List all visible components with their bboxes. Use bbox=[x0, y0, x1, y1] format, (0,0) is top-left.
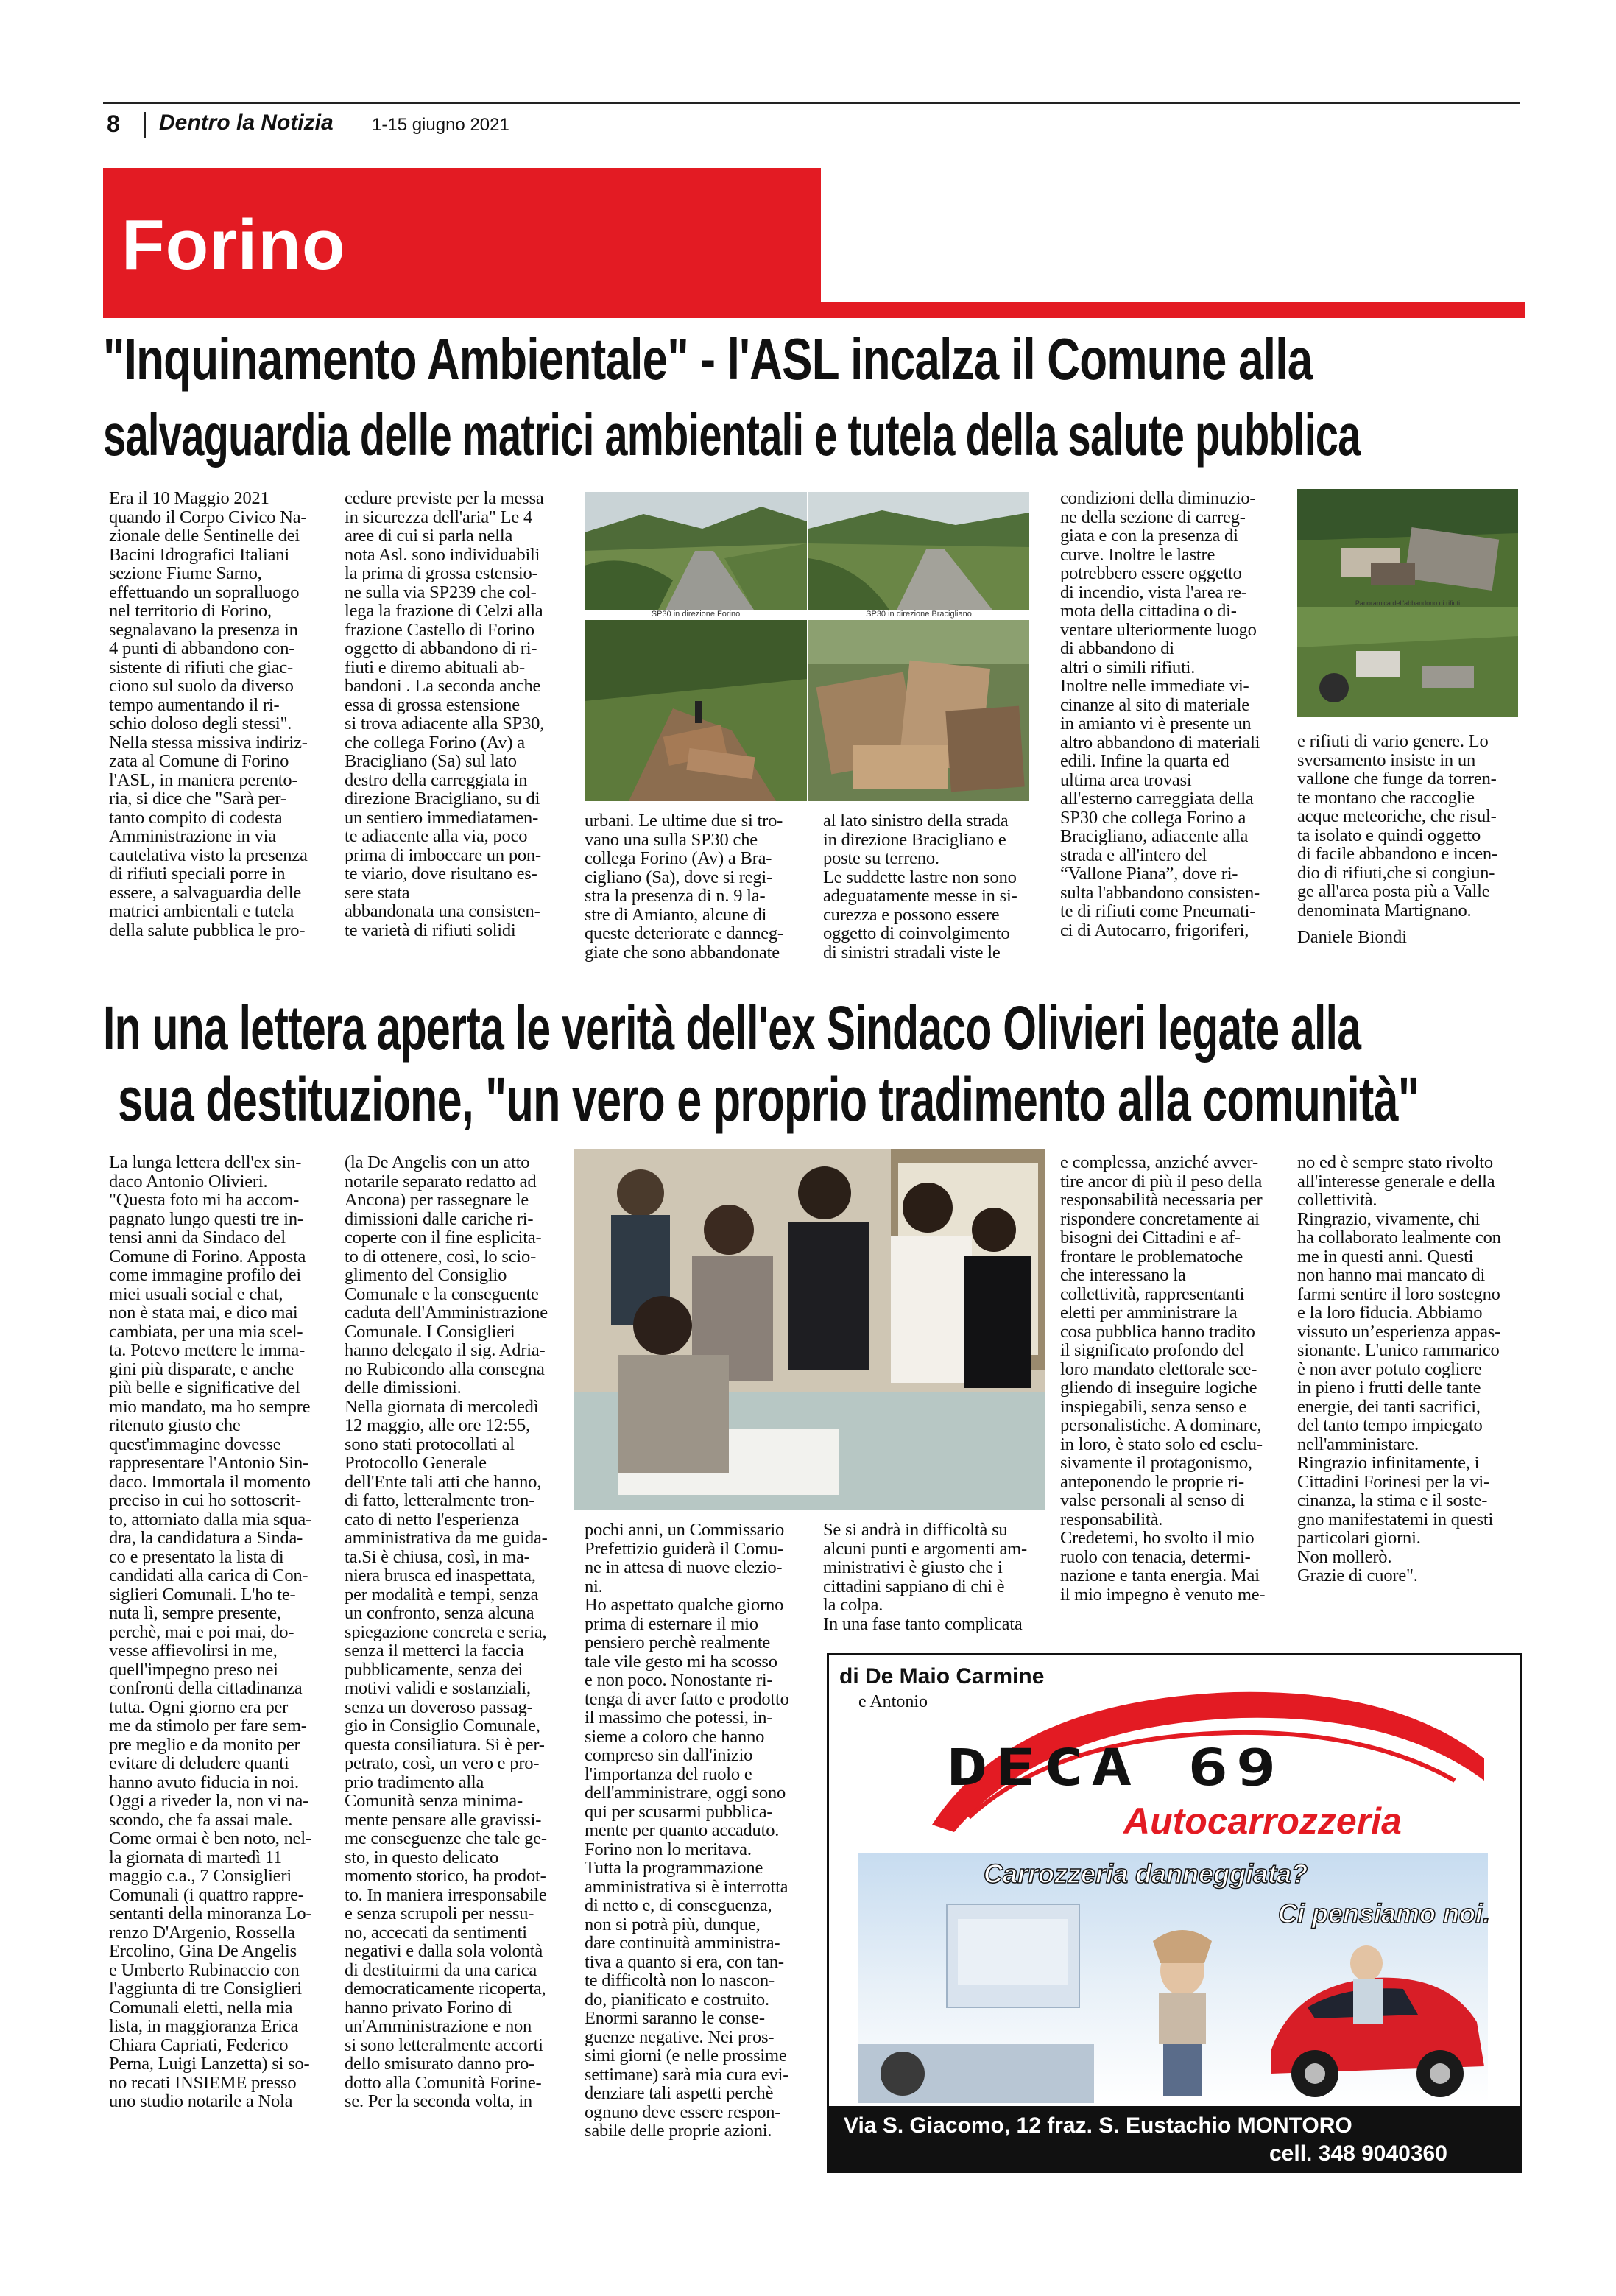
article2-column-2: (la De Angelis con un atto notarile separato redatto ad Ancona) per rassegnare le dimissioni dalle cariche ri- coperte con il fine esplicita- to di ottenere, così, lo scio- glimento del Consiglio Comunale e la conseguente caduta dell'Amministrazione Comunale. I Consiglieri hanno delegato il sig. Adria- no Rubicondo alla consegna delle dimissioni. Nella giornata di mercoledì 12 maggio, alle ore 12:55, sono stati protocollati al Protocollo Generale dell'Ente tali atti che hanno, di fatto, letteralmente tron- cato di netto l'esperienza amministrativa da me guida- ta.Si è chiusa, così, in ma- niera brusca ed inaspettata, per modalità e tempi, senza un confronto, senza alcuna spiegazione concreta e seria, senza il metterci la faccia pubblicamente, senza dei motivi validi e sostanziali, senza un doveroso passag- gio in Consiglio Comunale, questa consiliatura. Si è per- petrato, così, un vero e pro- prio tradimento alla Comunità senza minima- mente pensare alle gravissi- me conseguenze che tale ge- sto, in questo delicato momento storico, ha prodot- to. In maniera irresponsabile e senza scrupoli per nessu- no, accecati da sentimenti negativi e dalla sola volontà di destituirmi da una carica democraticamente ricoperta, hanno privato Forino di un'Amministrazione e non si sono letteralmente accorti dello smisurato danno pro- dotto alla Comunità Forine- se. Per la seconda volta, in bbox=[345, 1153, 548, 2111]
article2-column-1: La lunga lettera dell'ex sin- daco Antonio Olivieri. "Questa foto mi ha accom- pagnato lungo questi tre in- tensi anni da Sindaco del Comune di Forino. Apposta come immagine profilo dei miei usuali social e chat, non è stata mai, e dico mai cambiata, per una mia scel- ta. Potevo mettere le imma- gini più disparate, e anche più belle e significative del mio mandato, ma ho sempre ritenuto giusto che quest'immagine dovesse rappresentare l'Antonio Sin- daco. Immortala il momento preciso in cui ho sottoscrit- to, attorniato dalla mia squa- dra, la candidatura a Sinda- co e presentato la lista di candidati alla carica di Con- siglieri Comunali. L'ho te- nuta lì, sempre presente, perchè, mai e poi mai, do- vesse affievolirsi in me, quell'impegno preso nei confronti della cittadinanza tutta. Ogni giorno era per me da stimolo per fare sem- pre meglio e da monito per evitare di deludere quanti hanno avuto fiducia in noi. Oggi a riveder la, non vi na- scondo, che fa assai male. Come ormai è ben noto, nel- la giornata di martedì 11 maggio c.a., 7 Consiglieri Comunali (i quattro rappre- sentanti della minoranza Lo- renzo D'Argenio, Rossella Ercolino, Gina De Angelis e Umberto Rubinaccio con l'aggiunta di tre Consiglieri Comunali eletti, nella mia lista, in maggioranza Erica Chiara Capriati, Federico Perna, Luigi Lanzetta) si so- no recati INSIEME presso uno studio notarile a Nola bbox=[109, 1153, 312, 2111]
ad-question: Carrozzeria danneggiata? bbox=[984, 1859, 1308, 1889]
section-title: Forino bbox=[121, 205, 346, 284]
article1-column-1: Era il 10 Maggio 2021 quando il Corpo Civico Na- zionale delle Sentinelle dei Bacini Idrografici Italiani sezione Fiume Sarno, effettuando un sopralluogo nel territorio di Forino, segnalavano la presenza in 4 punti di abbandono con- sistente di rifiuti che giac- ciono sul suolo da diverso tempo aumentando il ri- schio doloso degli stessi". Nella stessa missiva indiriz- zata al Comune di Forino l'ASL, in maniera perento- ria, si dice che "Sarà per- tanto compito di codesta Amministrazione in via cautelativa visto la presenza di rifiuti speciali porre in essere, a salvaguardia delle matrici ambientali e tutela della salute pubblica le pro- bbox=[109, 489, 308, 940]
article1-headline-line2: salvaguardia delle matrici ambientali e tutela della salute pubblica bbox=[103, 402, 1361, 468]
ad-brand-logo: DECA 69 bbox=[947, 1738, 1284, 1797]
advertisement bbox=[827, 1653, 1522, 2173]
article1-column-3: urbani. Le ultime due si tro- vano una sulla SP30 che collega Forino (Av) a Bra- cigliano (Sa), dove si regi- stra la presenza di n. 9 la- stre di Amianto, alcune di queste deteriorate e danneg- giate che sono abbandonate bbox=[585, 811, 783, 962]
road-photo-forino bbox=[585, 492, 807, 610]
article2-headline-line2: sua destituzione, "un vero e proprio tradimento alla comunità" bbox=[118, 1065, 1419, 1134]
article1-headline-line1: "Inquinamento Ambientale" - l'ASL incalza il Comune alla bbox=[103, 326, 1313, 392]
caption-sp30-forino: SP30 in direzione Forino bbox=[585, 610, 807, 620]
caption-sp30-bracigliano: SP30 in direzione Bracigliano bbox=[808, 610, 1029, 620]
issue-date: 1-15 giugno 2021 bbox=[372, 115, 509, 135]
article1-column-4: al lato sinistro della strada in direzione Bracigliano e poste su terreno. Le suddette lastre non sono adeguatamente messe in si- curezza e possono essere oggetto di coinvolgimento di sinistri stradali viste le bbox=[823, 811, 1017, 962]
article2-column-6: no ed è sempre stato rivolto all'interesse generale e della collettività. Ringrazio, vivamente, chi ha collaborato lealmente con me in questi anni. Questi non hanno mai mancato di farmi sentire il loro sostegno e la loro fiducia. Abbiamo vissuto un’esperienza appas- sionante. L'unico rammarico è non aver potuto cogliere in pieno i frutti delle tante energie, dei tanti sacrifici, del tanto tempo impiegato nell'amministare. Ringrazio infinitamente, i Cittadini Forinesi per la vi- cinanza, la stima e il soste- gno manifestatemi in questi particolari giorni. Non mollerò. Grazie di cuore". bbox=[1297, 1153, 1501, 1585]
section-banner-rule bbox=[821, 302, 1525, 318]
road-photo-bracigliano bbox=[808, 492, 1029, 610]
header-separator bbox=[144, 112, 146, 138]
publication-name: Dentro la Notizia bbox=[159, 110, 334, 135]
article1-column-2: cedure previste per la messa in sicurezza dell'aria" Le 4 aree di cui si parla nella nota Asl. sono individuabili la prima di grossa estensio- ne sulla via SP239 che col- lega la frazione di Celzi alla frazione Castello di Forino oggetto di abbandono di ri- fiuti e diremo abituali ab- bandoni . La seconda anche essa di grossa estensione si trova adiacente alla SP30, che collega Forino (Av) a Bracigliano (Sa) sul lato destro della carreggiata in direzione Bracigliano, su di un sentiero immediatamen- te adiacente alla via, poco prima di imboccare un pon- te viario, dove risultano es- sere stata abbandonata una consisten- te varietà di rifiuti solidi bbox=[345, 489, 545, 940]
council-photo bbox=[574, 1149, 1045, 1510]
article2-column-4: Se si andrà in difficoltà su alcuni punti e argomenti am- ministrativi è giusto che i cittadini sappiano di chi è la colpa. In una fase tanto complicata bbox=[823, 1521, 1027, 1634]
article2-headline-line1: In una lettera aperta le verità dell'ex Sindaco Olivieri legate alla bbox=[103, 993, 1361, 1063]
waste-photo-panels bbox=[808, 620, 1029, 801]
ad-owner: di De Maio Carmine bbox=[839, 1664, 1045, 1688]
ad-owner-secondary: e Antonio bbox=[858, 1692, 928, 1711]
article1-column-5: condizioni della diminuzio- ne della sezione di carreg- giata e con la presenza di curve. Inoltre le lastre potrebbero essere oggetto di incendio, vista l'area re- mota della cittadina o di- ventare ulteriormente luogo di abbandono di altri o simili rifiuti. Inoltre nelle immediate vi- cinanze al sito di materiale in amianto vi è presente un altro abbandono di materiali edili. Infine la quarta ed ultima area trovasi all'esterno carreggiata della SP30 che collega Forino a Bracigliano, adiacente alla strada e all'intero del “Vallone Piana”, dove ri- sulta l'abbandono consisten- te di rifiuti come Pneumati- ci di Autocarro, frigoriferi, bbox=[1060, 489, 1260, 940]
header-rule bbox=[103, 102, 1520, 104]
article2-column-5: e complessa, anziché avver- tire ancor di più il peso della responsabilità necessaria per rispondere concretamente ai bisogni dei Cittadini e af- frontare le problematoche che interessano la collettività, rappresentanti eletti per amministrare la cosa pubblica hanno tradito il significato profondo del loro mandato elettorale sce- gliendo di inseguire logiche inspiegabili, senza senso e personalistiche. A dominare, in loro, è stato solo ed esclu- sivamente il protagonismo, anteponendo le proprie ri- valse personali al senso di responsabilità. Credetemi, ho svolto il mio ruolo con tenacia, determi- nazione e tanta energia. Mai il mio impegno è venuto me- bbox=[1060, 1153, 1266, 1605]
caption-panorama: Panoramica dell'abbandono di rifiuti bbox=[1355, 599, 1461, 607]
waste-photo-vallone bbox=[1297, 607, 1518, 717]
page-number: 8 bbox=[107, 110, 120, 137]
ad-phone: cell. 348 9040360 bbox=[1269, 2141, 1447, 2166]
ad-subtitle: Autocarrozzeria bbox=[1123, 1800, 1402, 1842]
article2-column-3: pochi anni, un Commissario Prefettizio guiderà il Comu- ne in attesa di nuove elezio- ni. Ho aspettato qualche giorno prima di esternare il mio pensiero perchè realmente tale vile gesto mi ha scosso e non poco. Nonostante ri- tenga di aver fatto e prodotto il massimo che potessi, in- sieme a coloro che hanno compreso sin dall'inizio l'importanza del ruolo e dell'amministrare, oggi sono qui per scusarmi pubblica- mente per quanto accaduto. Forino non lo meritava. Tutta la programmazione amministrativa si è interrotta di netto e, di conseguenza, non si potrà più, dunque, dare continuità amministra- tiva a quanto si era, con tan- te difficoltà non lo nascon- do, pianificato e costruito. Enormi saranno le conse- guenze negative. Nei pros- simi giorni (e nelle prossime settimane) sarà mia cura evi- denziare tali aspetti perchè ognuno deve essere respon- sabile delle proprie azioni. bbox=[585, 1521, 789, 2141]
ad-photo bbox=[858, 1853, 1491, 2103]
waste-photo-roadside bbox=[585, 620, 807, 801]
article1-author: Daniele Biondi bbox=[1297, 927, 1408, 947]
article1-column-6: e rifiuti di vario genere. Lo sversamento insiste in un vallone che funge da torren- te montano che raccoglie acque meteoriche, che risul- ta isolato e quindi oggetto di facile abbandono e incen- dio di rifiuti,che si congiun- ge all'area posta più a Valle denominata Martignano. bbox=[1297, 732, 1497, 920]
ad-address: Via S. Giacomo, 12 fraz. S. Eustachio MONTORO bbox=[844, 2113, 1352, 2138]
ad-answer: Ci pensiamo noi. bbox=[1278, 1898, 1491, 1929]
